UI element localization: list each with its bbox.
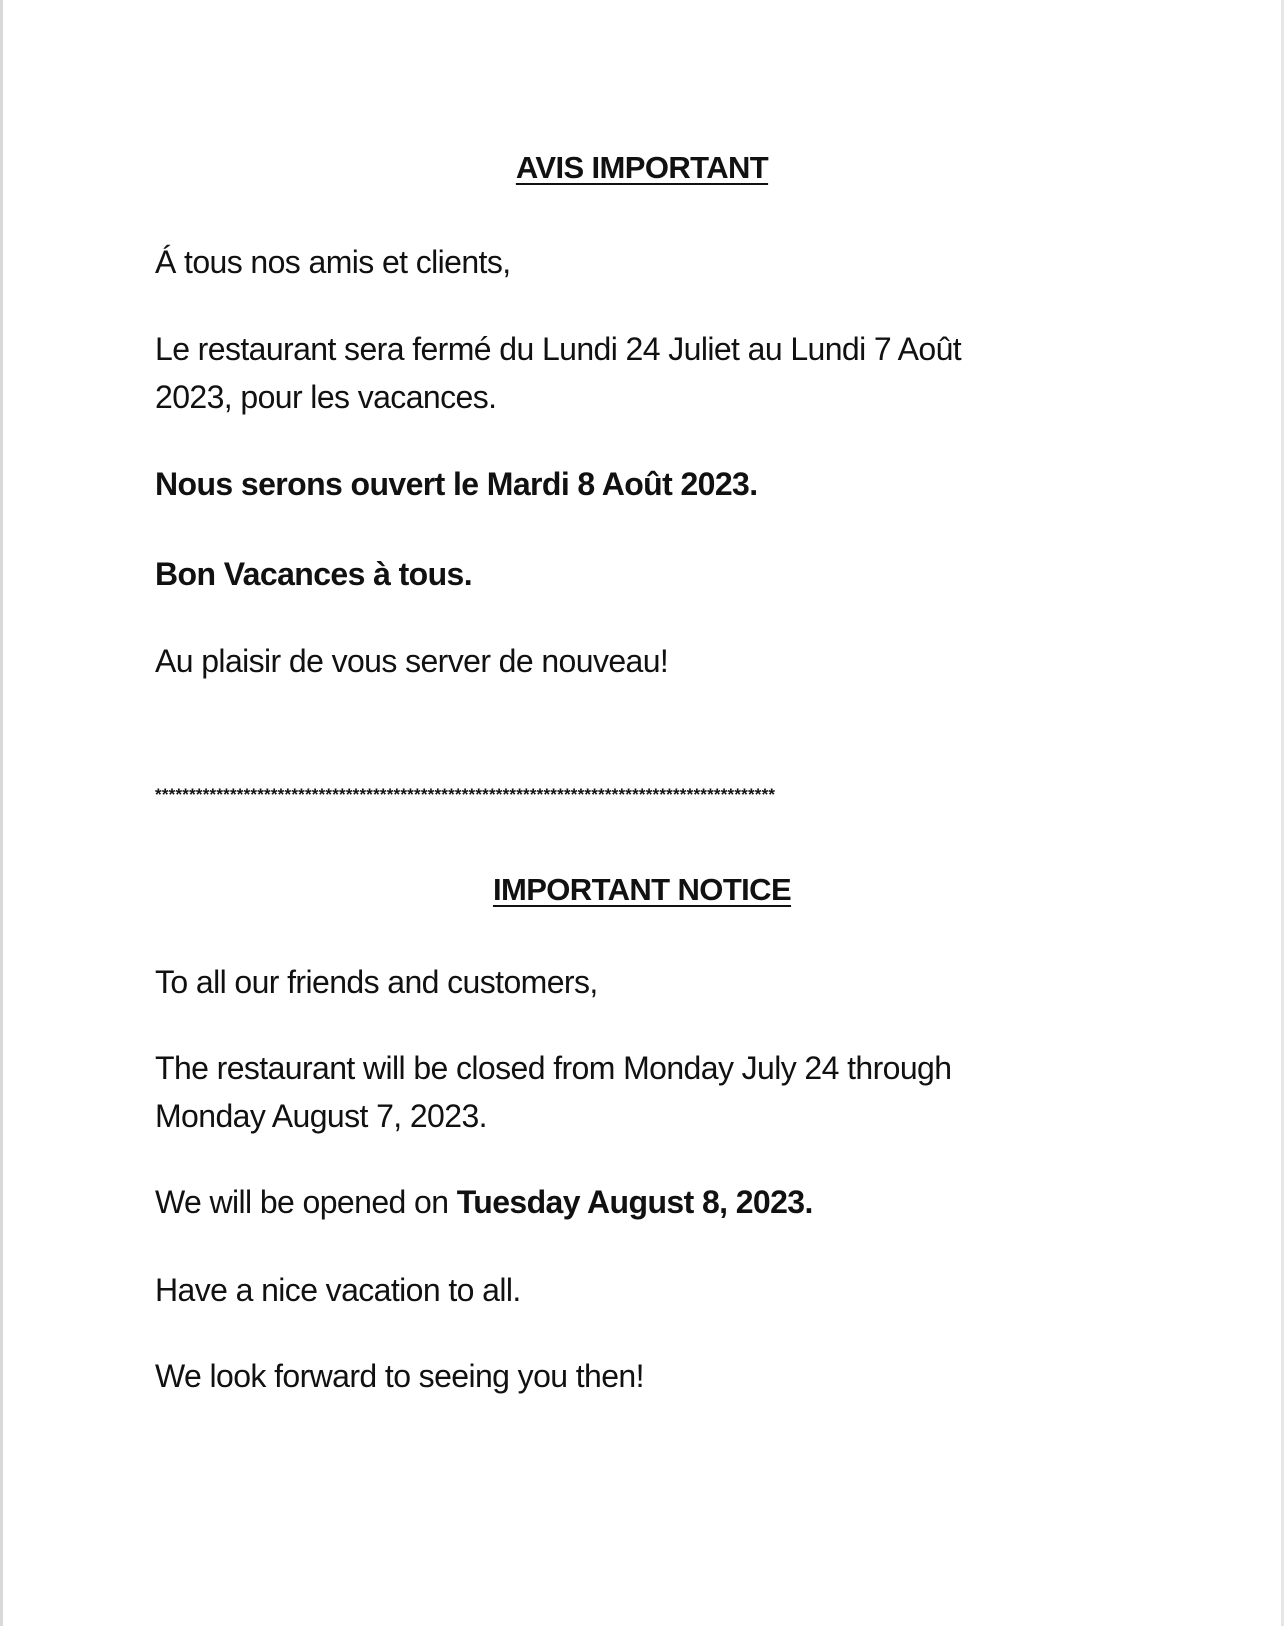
- french-reopen-notice: Nous serons ouvert le Mardi 8 Août 2023.: [155, 466, 758, 502]
- french-closing: Au plaisir de vous server de nouveau!: [155, 643, 669, 679]
- english-heading: IMPORTANT NOTICE: [492, 872, 792, 907]
- french-closure-line2: 2023, pour les vacances.: [155, 379, 497, 415]
- french-greeting: Á tous nos amis et clients,: [155, 244, 511, 280]
- english-reopen-notice: [155, 1178, 813, 1226]
- page-edge-left: [0, 0, 3, 1626]
- asterisk-divider: *******************************************************************************************: [155, 785, 776, 804]
- english-reopen-date: Tuesday August 8, 2023.: [456, 1184, 813, 1220]
- english-reopen-prefix: We will be opened on: [155, 1184, 457, 1220]
- english-greeting: To all our friends and customers,: [155, 964, 598, 1000]
- french-wishes: Bon Vacances à tous.: [155, 556, 473, 592]
- english-closure-line1: The restaurant will be closed from Monday July 24 through: [155, 1050, 952, 1086]
- english-wishes: Have a nice vacation to all.: [155, 1272, 521, 1308]
- english-closure-line2: Monday August 7, 2023.: [155, 1098, 487, 1134]
- french-heading: AVIS IMPORTANT: [515, 150, 769, 185]
- english-closing: We look forward to seeing you then!: [155, 1358, 644, 1394]
- french-closure-line1: Le restaurant sera fermé du Lundi 24 Juliet au Lundi 7 Août: [155, 331, 962, 367]
